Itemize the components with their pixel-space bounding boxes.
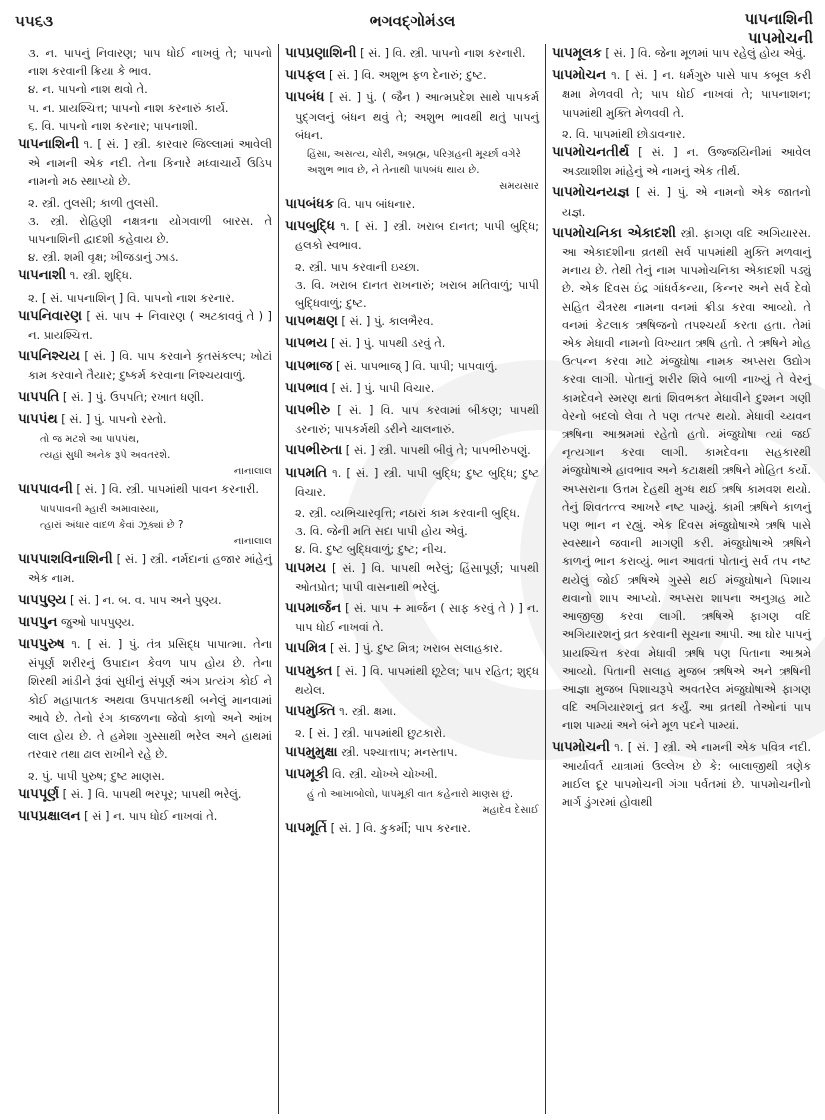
headword: પાપમુમુક્ષા <box>285 744 338 760</box>
dictionary-entry <box>285 334 539 353</box>
headword: પાપપુણ્ય <box>18 592 67 608</box>
definition: [ સં. ] પું. એ નામનો એક જાતનો યજ્ઞ. <box>562 185 811 219</box>
dictionary-entry <box>18 307 272 344</box>
sub-sense: ૪. ન. પાપનો નાશ થવો તે. <box>28 82 148 97</box>
dictionary-entry <box>18 635 272 763</box>
dictionary-entry <box>18 480 272 499</box>
headword: પાપપુન <box>18 614 58 630</box>
dictionary-entry <box>552 66 811 122</box>
dictionary-entry <box>285 66 539 85</box>
definition: [ સં. ] વિ. પાપ કરવામાં બીકણ; પાપથી ડરનારું; પાપકર્મથી ડરીને ચાલનારું. <box>295 403 539 437</box>
dictionary-entry <box>285 312 539 331</box>
quote-source: સમયસાર <box>499 181 539 193</box>
headword: પાપપતિ <box>18 389 60 405</box>
dictionary-entry <box>552 738 811 812</box>
sub-sense: ૩. વિ. જેની મતિ સદા પાપી હોય એવું. <box>295 524 468 539</box>
headword: પાપનાશી <box>18 268 67 284</box>
definition: [ સં. ] વિ. જેના મૂળમાં પાપ રહેલું હોય એવું. <box>601 46 806 60</box>
definition: વિ. પાપ બાંધનાર. <box>333 197 416 212</box>
dictionary-entry <box>18 591 272 610</box>
headword: પાપભીરુ <box>285 403 331 419</box>
definition: [ સં. ] પું. દુષ્ટ મિત્ર; ખરાબ સલાહકાર. <box>326 641 503 656</box>
definition: [ સં. પાપ + માર્જન ( સાફ કરવું તે ) ] ન. પાપ ધોઈ નાખવાં તે. <box>295 601 539 635</box>
headword: પાપફલ <box>285 68 326 84</box>
sub-sense: ૩. ન. પાપનું નિવારણ; પાપ ધોઈ નાખવું તે; પાપનો નાશ કરવાની ક્રિયા કે ભાવ. <box>28 46 272 79</box>
column-right <box>546 44 817 1114</box>
dictionary-entry <box>285 88 539 144</box>
sub-sense: ૪. સ્ત્રી. શમી વૃક્ષ; ખીજડાનું ઝાડ. <box>28 250 179 265</box>
definition: [ સં. ] સ્ત્રી. પાપથી બીવું તે; પાપભીરુપણું. <box>342 443 531 458</box>
definition: ૧. સ્ત્રી. ક્ષમા. <box>335 704 397 719</box>
headword: પાપનિશ્ચય <box>18 349 80 365</box>
headword: પાપમોચનિકા એકાદશી <box>552 225 676 241</box>
definition: [ સં. ] ન. ઉજ્જયિનીમાં આવેલ અડ્યાશીશ માંહેનું એ નામનું એક તીર્થ. <box>562 145 811 179</box>
dictionary-entry <box>285 559 539 596</box>
quote-source: નાનાલાલ <box>233 466 272 478</box>
headword: પાપપાવની <box>18 482 73 498</box>
headword: પાપમૂકી <box>285 766 329 782</box>
definition: [ સં. ] પું. પાપનો રસ્તો. <box>57 411 167 426</box>
citation-quote <box>285 147 539 195</box>
headword: પાપમૂર્તિ <box>285 820 328 836</box>
dictionary-entry <box>18 388 272 407</box>
page-header <box>0 0 825 45</box>
dictionary-entry <box>285 743 539 762</box>
sub-sense: ૨. સ્ત્રી. તુલસી; કાળી તુલસી. <box>28 195 159 210</box>
column-middle <box>278 44 546 1114</box>
dictionary-entry <box>285 819 539 838</box>
definition: ૧. [ સં. ] સ્ત્રી. ખરાબ દાનત; પાપી બુદ્ધિ; હલકો સ્વભાવ. <box>295 219 539 253</box>
dictionary-entry <box>285 662 539 699</box>
sub-sense: ૨. વિ. પાપમાંથી છોડાવનાર. <box>562 126 686 141</box>
dictionary-entry <box>18 613 272 632</box>
headword: પાપમૂલક <box>552 46 602 61</box>
dictionary-entry <box>18 347 272 384</box>
headword: પાપભક્ષણ <box>285 314 338 330</box>
dictionary-entry <box>285 765 539 784</box>
dictionary-entry <box>285 441 539 460</box>
book-title: ભગવદ્ગોમંડલ <box>369 12 456 30</box>
definition: [ સં. ] વિ. કુકર્મી; પાપ કરનાર. <box>327 820 471 835</box>
headword: પાપભય <box>285 336 328 352</box>
sub-sense: ૨. [ સં. પાપનાશિન્ ] વિ. પાપનો નાશ કરનાર. <box>28 290 235 305</box>
citation-quote <box>18 502 272 550</box>
dictionary-entry <box>285 195 539 214</box>
sub-sense: ૨. પું. પાપી પુરુષ; દુષ્ટ માણસ. <box>28 768 165 783</box>
guide-words <box>745 10 813 48</box>
dictionary-entry <box>285 401 539 438</box>
dictionary-entry <box>285 702 539 721</box>
sub-sense: ૨. સ્ત્રી. વ્યભિચારવૃત્તિ; નઠારાં કામ કરવાની બુદ્ધિ. <box>295 506 521 521</box>
headword: પાપમોચનયજ્ઞ <box>552 185 630 201</box>
headword: પાપમોચની <box>552 739 610 755</box>
definition: [ સં. ] વિ. સ્ત્રી. પાપમાંથી પાવન કરનારી. <box>72 482 260 497</box>
headword: પાપમિત્ર <box>285 641 327 657</box>
dictionary-columns <box>12 44 817 1114</box>
definition: [ સં. ] વિ. અશુભ ફળ દેનારું; દુષ્ટ. <box>325 68 487 83</box>
definition: [ સં. ] પું. પાપી વિચાર. <box>328 380 435 395</box>
definition: સ્ત્રી. પશ્ચાત્તાપ; મનસ્તાપ. <box>337 744 458 759</box>
dictionary-entry <box>285 44 539 63</box>
sub-sense: ૩. સ્ત્રી. રોહિણી નક્ષત્રના યોગવાળી બારસ. તે પાપનાશિની દ્વાદશી કહેવાય છે. <box>28 213 272 247</box>
page-number: ૫૫૬૩ <box>15 12 54 30</box>
headword: પાપમુક્તિ <box>285 704 336 720</box>
headword: પાપભાવ <box>285 380 328 396</box>
quote-line: તો જ મટશે આ પાપપંથ, <box>40 434 140 446</box>
dictionary-entry <box>285 464 539 501</box>
headword: પાપનિવારણ <box>18 308 82 324</box>
dictionary-entry <box>552 44 811 63</box>
definition: ૧. [ સં. ] પું. તંત્ર પ્રસિદ્ધ પાપાત્મા. તેના સંપૂર્ણ શરીરનું ઉપાદાન કેવળ પાપ હોય છે. તેના શિરથી માંડીને રૂંવાં સુધીનું સંપૂર્ણ અંગ પ્રત્યંગ કોઈ ને કોઈ મહાપાતક અથવા ઉપપાતકથી બનેલું માનવામાં આવે છે. તેનો રંગ કાજળના જેવો કાળો અને આંખ લાલ હોય છે. તે હમેશા ગુસ્સાથી ભરેલ અને હાથમાં તરવાર તથા ઢાલ રાખીને રહે છે. <box>28 637 272 762</box>
headword: પાપમોચનતીર્થ <box>552 145 630 161</box>
citation-quote <box>285 787 539 819</box>
definition: ૧. [ સં. ] ન. ધર્મગુરુ પાસે પાપ કબૂલ કરી ક્ષમા મેળવવી તે; પાપ ધોઈ નાખવાં તે; પાપનાશન; પાપમાંથી મુક્તિ મેળવવી તે. <box>562 68 811 120</box>
dictionary-entry <box>285 599 539 636</box>
definition: જુઓ પાપપુણ્ય. <box>57 614 135 629</box>
definition: [ સં. ] પું. ઉપપતિ; રખાત ધણી. <box>59 389 204 404</box>
sub-sense: ૨. સ્ત્રી. પાપ કરવાની ઇચ્છા. <box>295 259 420 274</box>
headword: પાપપ્રણાશિની <box>285 46 357 61</box>
definition: ૧. [ સં. ] સ્ત્રી. એ નામની એક પવિત્ર નદી. આર્યાવર્ત યાત્રામાં ઉલ્લેખ છે કે: બાલાજીથી ત્રણેક માઈલ દૂર પાપમોચની ગંગા પર્વતમાં છે. પાપમોચનીનો માર્ગ ડુંગરમાં હોવાથી <box>562 739 811 810</box>
sub-sense: ૩. વિ. ખરાબ દાનત રાખનારું; ખરાબ મતિવાળું; પાપી બુદ્ધિવાળું; દુષ્ટ. <box>295 277 539 311</box>
definition: ૧. [ સં. ] સ્ત્રી. પાપી બુદ્ધિ; દુષ્ટ બુદ્ધિ; દુષ્ટ વિચાર. <box>295 465 539 499</box>
headword: પાપબુદ્ધિ <box>285 219 335 235</box>
dictionary-entry <box>552 143 811 180</box>
dictionary-entry <box>285 217 539 254</box>
citation-quote <box>18 432 272 480</box>
headword: પાપમોચન <box>552 68 607 84</box>
definition: સ્ત્રી. ફાગણ વદિ અગિયારસ. આ એકાદશીના વ્રતથી સર્વ પાપમાંથી મુક્તિ મળવાનું મનાય છે. તેથી તેનું નામ પાપમોચનિકા એકાદશી પડ્યું છે. એક દિવસ ઇંદ્ર ગાંધર્વકન્યા, કિન્નર અને સર્વ દેવો સહિત ચૈત્રરથ નામના વનમાં ક્રીડા કરવા આવ્યો. તે વનમાં કેટલાક ઋષિજનો તપશ્ચર્યા કરતા હતા. તેમાં એક મેધાવી નામનો વિખ્યાત ઋષિ હતો. તે ઋષિને મોહ ઉત્પન્ન કરવા માટે મંજુઘોષા નામક અપ્સરા ઉદ્યોગ કરવા લાગી. પોતાનું શરીર શિવે બાળી નાખ્યું તે વેરનું કામદેવને સ્મરણ થતાં શિવભક્ત મેધાવીને દુશ્મન ગણી વેરનો બદલો લેવા તે પણ તત્પર થયો. મેધાવી ચ્યવન ઋષિના આશ્રમમાં રહેતો હતો. મંજુઘોષા ત્યાં જઈ નૃત્યગાન કરવા લાગી. કામદેવના સહકારથી મંજુઘોષાએ હાવભાવ અને કટાક્ષથી ઋષિને મોહિત કર્યો. અપ્સરાના ઉત્તમ દેહથી મુગ્ધ થઈ ઋષિ કામવશ થયો. તેનું શિવતત્ત્વ આખરે નષ્ટ પામ્યું. કામી ઋષિને કાળનું પણ ભાન ન રહ્યું. એક દિવસ મંજુઘોષાએ ઋષિ પાસે સ્વસ્થાને જવાની માગણી કરી. મંજુઘોષાએ ઋષિને કાળનું ભાન કરાવ્યું. ભાન આવતાં પોતાનું સર્વ તપ નષ્ટ થયેલું જોઈ ઋષિએ ગુસ્સે થઈ મંજુઘોષાને પિશાચ થવાનો શાપ આપ્યો. અપ્સરા શાપના અનુગ્રહ માટે આજીજી કરવા લાગી. ઋષિએ ફાગણ વદિ અગિયારશનું વ્રત કરવાની સૂચના આપી. આ ઘોર પાપનું પ્રાયશ્ચિત્ત કરવા મેધાવી ઋષિ પણ પિતાના આશ્રમે આવ્યો. પિતાની સલાહ મુજબ ઋષિએ અને ઋષિની આજ્ઞા મુજબ પિશાચરૂપે અવતરેલ મંજુઘોષાએ ફાગણ વદિ અગિયારશનું વ્રત કર્યું. આ વ્રતથી તેઓનાં પાપ નાશ પામ્યાં અને બંને મૂળ પદને પામ્યાં. <box>562 225 811 733</box>
definition: ૧. [ સં. ] સ્ત્રી. કારવાર જિલ્લામાં આવેલી એ નામની એક નદી. તેના કિનારે મધ્વાચાર્યે ઉડિપ નામનો મઠ સ્થાપ્યો છે. <box>28 137 272 189</box>
headword: પાપપુરુષ <box>18 637 65 653</box>
dictionary-entry <box>18 266 272 285</box>
sub-sense: ૬. વિ. પાપનો નાશ કરનાર; પાપનાશી. <box>28 118 198 133</box>
definition: [ સં. ] વિ. પાપથી ભરેલું; હિંસાપૂર્ણ; પાપથી ઓતપ્રોત; પાપી વાસનાથી ભરેલું. <box>295 560 539 594</box>
dictionary-entry <box>18 410 272 429</box>
headword: પાપબંધક <box>285 197 334 213</box>
guide-word-bottom: પાપમોચની <box>748 29 813 47</box>
headword: પાપપંથ <box>18 411 58 427</box>
sub-sense: ૪. વિ. દુષ્ટ બુદ્ધિવાળું; દુષ્ટ; નીચ. <box>295 542 447 557</box>
dictionary-entry <box>18 550 272 587</box>
definition: ૧. સ્ત્રી. શુદ્ધિ. <box>66 268 133 283</box>
quote-line: ત્યહાં સુધી અનેક રૂપે અવતરશે. <box>40 450 171 462</box>
sub-sense: ૫. ન. પ્રાયશ્ચિત્ત; પાપનો નાશ કરનારું કાર્ય. <box>28 100 229 115</box>
headword: પાપમય <box>285 560 327 576</box>
dictionary-entry <box>285 639 539 658</box>
headword: પાપપૂર્ણ <box>18 786 60 802</box>
headword: પાપપ્રક્ષાલન <box>18 808 81 824</box>
definition: [ સં. ] વિ. પાપમાંથી છૂટેલ; પાપ રહિત; શુદ્ધ થયેલ. <box>295 663 539 697</box>
quote-line: હિંસા, અસત્ય, ચોરી, અબ્રહ્મ, પરિગ્રહની મૂર્ચ્છા વગેરે અશુભ ભાવ છે, ને તેનાથી પાપબંધ થાય છે. <box>307 149 521 177</box>
dictionary-entry <box>552 183 811 220</box>
definition: [ સં. ] સ્ત્રી. નર્મદાનાં હજાર માંહેનું એક નામ. <box>28 552 272 586</box>
headword: પાપમુક્ત <box>285 663 333 679</box>
definition: [ સં. પાપભાજ્ ] વિ. પાપી; પાપવાળું. <box>332 358 498 373</box>
definition: [ સં. ] વિ. સ્ત્રી. પાપનો નાશ કરનારી. <box>356 46 526 60</box>
definition: [ સં. ] પું. કાલભૈરવ. <box>337 314 434 329</box>
headword: પાપનાશિની <box>18 137 80 153</box>
headword: પાપભીરુતા <box>285 443 343 459</box>
headword: પાપપાશવિનાશિની <box>18 552 113 568</box>
headword: પાપમતિ <box>285 465 328 481</box>
guide-word-top: પાપનાશિની <box>744 10 813 28</box>
dictionary-entry <box>18 785 272 804</box>
quote-line: પાપપાવની મ્હારી અમાવાસ્યા, <box>40 504 159 516</box>
sub-sense: ૨. [ સં. ] સ્ત્રી. પાપમાંથી છુટકારો. <box>295 726 446 741</box>
dictionary-entry <box>18 807 272 826</box>
definition: [ સં. પાપ + નિવારણ ( અટકાવવું તે ) ] ન. પ્રાયશ્ચિત્ત. <box>28 308 272 343</box>
definition: [ સં. ] વિ. પાપથી ભરપૂર; પાપથી ભરેલું. <box>59 786 242 801</box>
headword: પાપભાજ <box>285 358 333 374</box>
dictionary-entry <box>285 379 539 398</box>
definition: [ સં. ] પું. પાપથી ડરવું તે. <box>327 336 446 351</box>
definition: વિ. સ્ત્રી. ચોખ્ખે ચોખ્ખી. <box>328 766 438 781</box>
quote-line: ત્હારાં અંધાર વાદળ કેવાં ઝૂક્યાં છે ? <box>40 520 184 532</box>
definition: [ સં. ] પું. ( જૈન ) આત્મપ્રદેશ સાથે પાપકર્મ પુદ્ગલનું બંધન થવું તે; અશુભ ભાવથી થતું પાપનું બંધન. <box>295 90 539 142</box>
quote-source: નાનાલાલ <box>233 536 272 548</box>
dictionary-entry <box>18 135 272 191</box>
dictionary-entry <box>285 357 539 376</box>
headword: પાપબંધ <box>285 90 325 106</box>
quote-source: મહાદેવ દેસાઈ <box>482 804 539 816</box>
column-left <box>12 44 278 1114</box>
dictionary-entry <box>552 224 811 735</box>
definition: [ સં. ] ન. બ. વ. પાપ અને પુણ્ય. <box>66 592 222 607</box>
headword: પાપમાર્જન <box>285 601 342 617</box>
definition: [ સં ] ન. પાપ ધોઈ નાખવાં તે. <box>80 808 218 823</box>
quote-line: હું તો આખાબોલો, પાપમૂકી વાત કહેનારો માણસ છું. <box>307 788 514 800</box>
definition: [ સં. ] વિ. પાપ કરવાને કૃતસંકલ્પ; ખોટાં કામ કરવાને તૈયાર; દુષ્કર્મ કરવાના નિશ્ચયવાળું. <box>28 349 272 383</box>
